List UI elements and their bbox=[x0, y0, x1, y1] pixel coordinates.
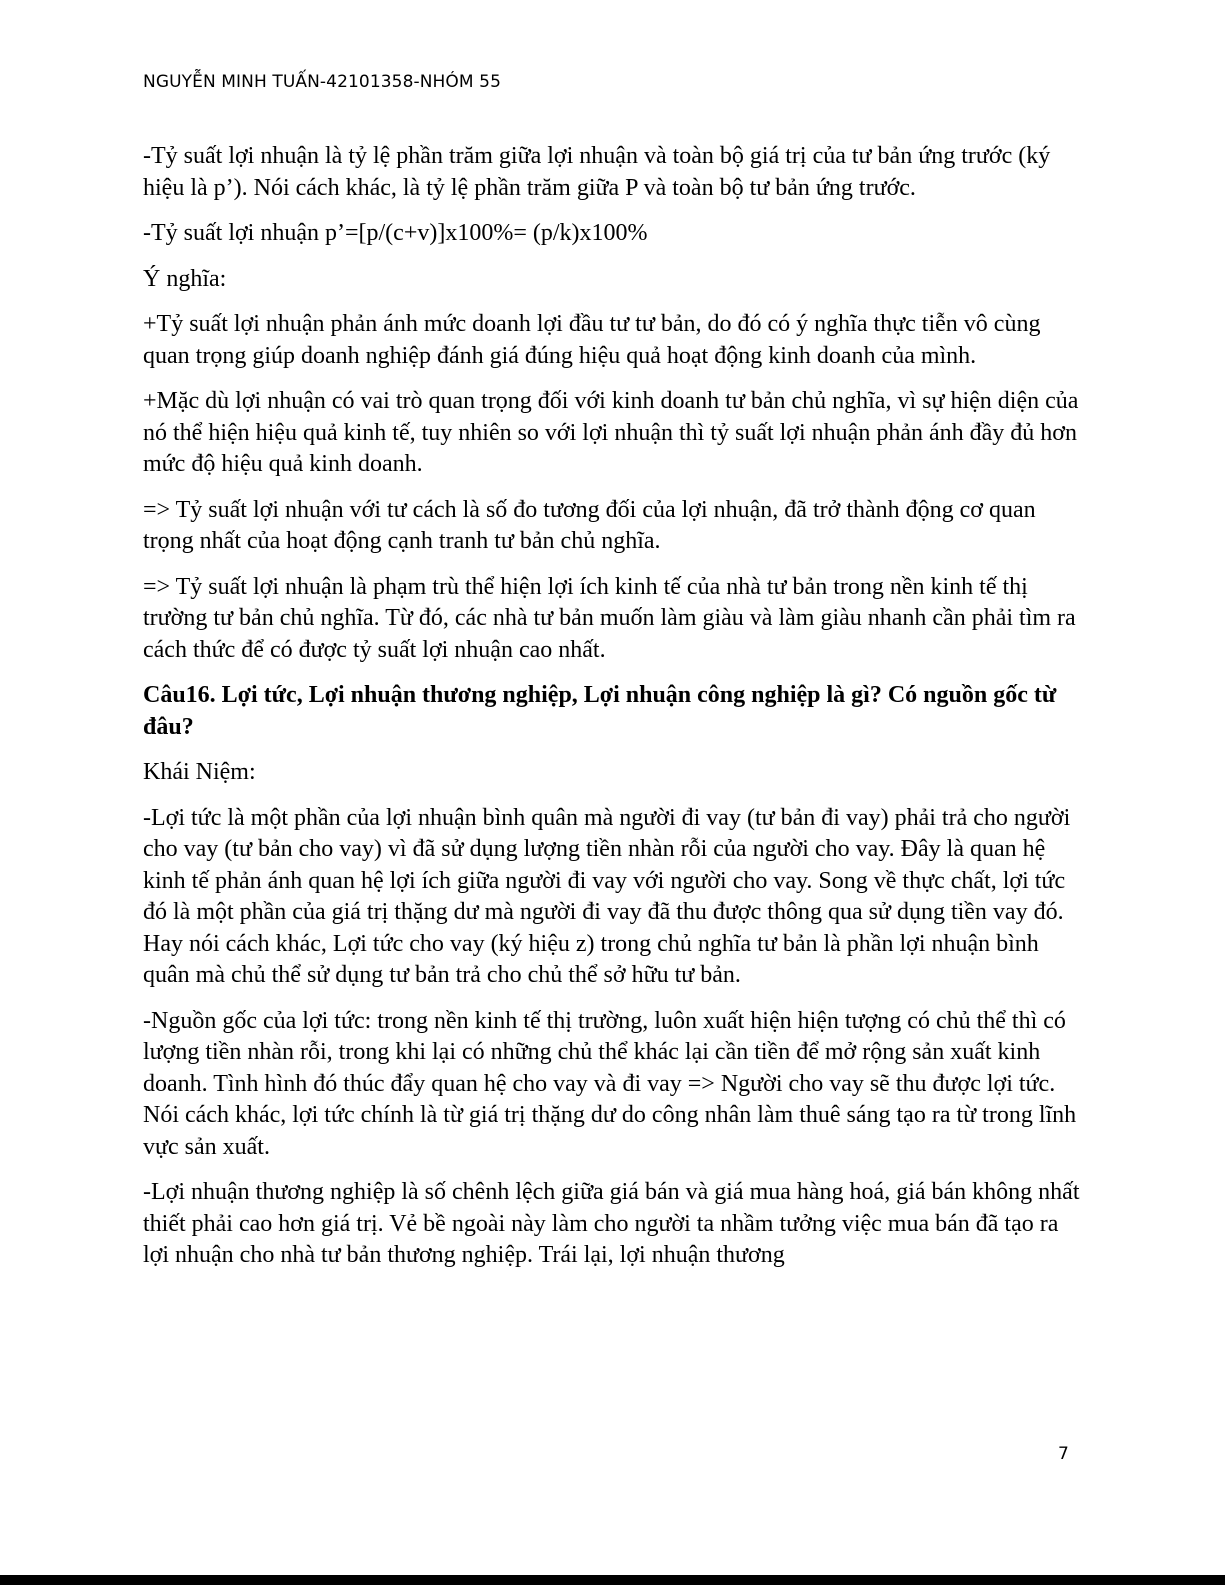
question-16-heading: Câu16. Lợi tức, Lợi nhuận thương nghiệp, Lợi nhuận công nghiệp là gì? Có nguồn gốc từ đâu? bbox=[143, 682, 1057, 740]
paragraph-meaning-1: +Tỷ suất lợi nhuận phản ánh mức doanh lợi đầu tư tư bản, do đó có ý nghĩa thực tiễn vô cùng quan trọng giúp doanh nghiệp đánh giá đúng hiệu quả hoạt động kinh doanh của mình. bbox=[143, 311, 1041, 369]
paragraph-conclusion-1: => Tỷ suất lợi nhuận với tư cách là số đo tương đối của lợi nhuận, đã trở thành động cơ quan trọng nhất của hoạt động cạnh tranh tư bản chủ nghĩa. bbox=[143, 496, 1036, 554]
document-body bbox=[143, 141, 1088, 1286]
paragraph-concept-label: Khái Niệm: bbox=[143, 759, 256, 785]
page-bottom-border bbox=[0, 1575, 1225, 1585]
paragraph-meaning-label: Ý nghĩa: bbox=[143, 265, 227, 292]
paragraph-meaning-2: +Mặc dù lợi nhuận có vai trò quan trọng đối với kinh doanh tư bản chủ nghĩa, vì sự hiện diện của nó thể hiện hiệu quả kinh tế, tuy nhiên so với lợi nhuận thì tỷ suất lợi nhuận phản ánh đầy đủ hơn mức độ hiệu quả kinh doanh. bbox=[143, 388, 1079, 477]
paragraph-interest-definition: -Lợi tức là một phần của lợi nhuận bình quân mà người đi vay (tư bản đi vay) phải trả cho người cho vay (tư bản cho vay) vì đã sử dụng lượng tiền nhàn rỗi của người cho vay. Đây là quan hệ kinh tế phản ánh quan hệ lợi ích giữa người đi vay với người cho vay. Song về thực chất, lợi tức đó là một phần của giá trị thặng dư mà người đi vay đã thu được thông qua sử dụng tiền vay đó. Hay nói cách khác, Lợi tức cho vay (ký hiệu z) trong chủ nghĩa tư bản là phần lợi nhuận bình quân mà chủ thể sử dụng tư bản trả cho chủ thể sở hữu tư bản. bbox=[143, 804, 1071, 988]
paragraph-commercial-profit: -Lợi nhuận thương nghiệp là số chênh lệch giữa giá bán và giá mua hàng hoá, giá bán không nhất thiết phải cao hơn giá trị. Vẻ bề ngoài này làm cho người ta nhầm tưởng việc mua bán đã tạo ra lợi nhuận cho nhà tư bản thương nghiệp. Trái lại, lợi nhuận thương bbox=[143, 1179, 1080, 1268]
paragraph-interest-origin: -Nguồn gốc của lợi tức: trong nền kinh tế thị trường, luôn xuất hiện hiện tượng có chủ thể thì có lượng tiền nhàn rỗi, trong khi lại có những chủ thể khác lại cần tiền để mở rộng sản xuất kinh doanh. Tình hình đó thúc đẩy quan hệ cho vay và đi vay => Người cho vay sẽ thu được lợi tức. Nói cách khác, lợi tức chính là từ giá trị thặng dư do công nhân làm thuê sáng tạo ra từ trong lĩnh vực sản xuất. bbox=[143, 1007, 1077, 1160]
paragraph-profit-rate-formula: -Tỷ suất lợi nhuận p’=[p/(c+v)]x100%= (p/k)x100% bbox=[143, 220, 648, 246]
paragraph-conclusion-2: => Tỷ suất lợi nhuận là phạm trù thể hiện lợi ích kinh tế của nhà tư bản trong nền kinh tế thị trường tư bản chủ nghĩa. Từ đó, các nhà tư bản muốn làm giàu và làm giàu nhanh cần phải tìm ra cách thức để có được tỷ suất lợi nhuận cao nhất. bbox=[143, 573, 1076, 663]
page-number: 7 bbox=[1058, 1444, 1069, 1464]
page-header: NGUYỄN MINH TUẤN-42101358-NHÓM 55 bbox=[143, 72, 502, 92]
paragraph-profit-rate-definition: -Tỷ suất lợi nhuận là tỷ lệ phần trăm giữa lợi nhuận và toàn bộ giá trị của tư bản ứng trước (ký hiệu là p’). Nói cách khác, là tỷ lệ phần trăm giữa P và toàn bộ tư bản ứng trước. bbox=[143, 143, 1051, 201]
